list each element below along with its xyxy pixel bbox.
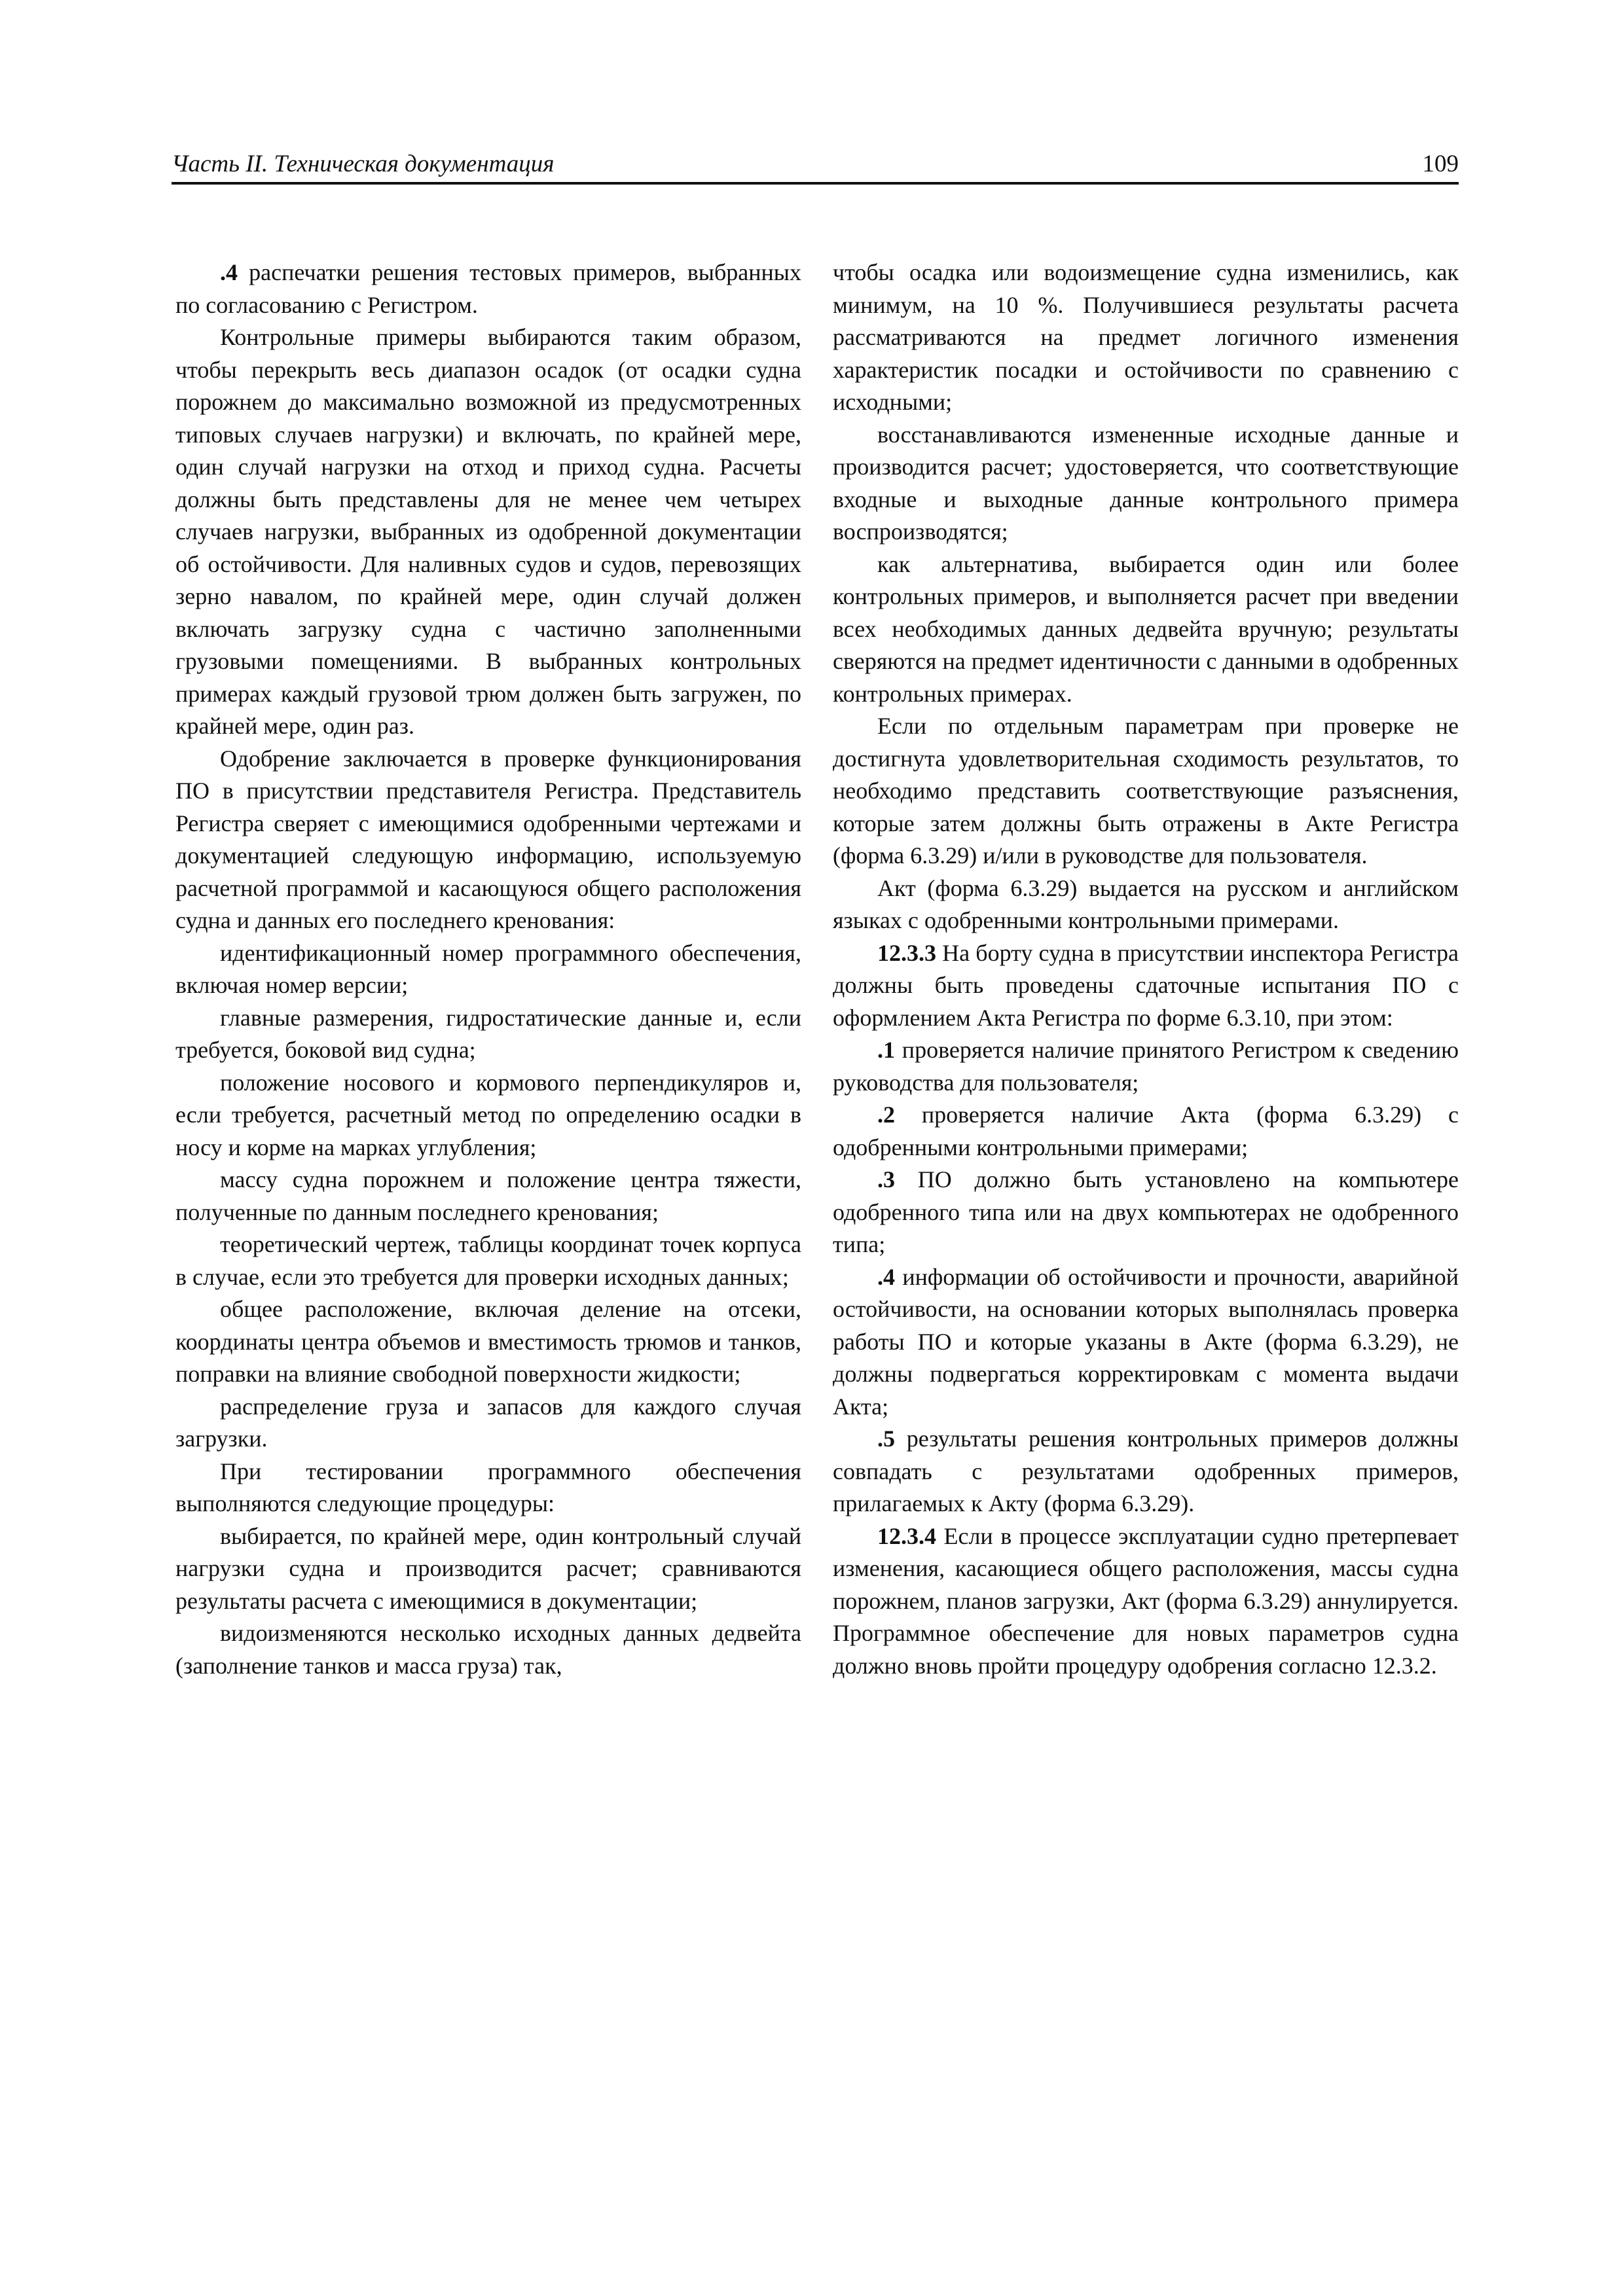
paragraph-text: главные размерения, гидростатические данные и, если требуется, боковой вид судна; [175, 1004, 801, 1063]
paragraph [833, 548, 1459, 711]
running-header [172, 145, 1459, 185]
paragraph [175, 1520, 801, 1618]
paragraph [175, 321, 801, 743]
paragraph [175, 1164, 801, 1229]
paragraph-number: .1 [877, 1037, 895, 1063]
paragraph-text: При тестировании программного обеспечения выполняются следующие процедуры: [175, 1458, 801, 1516]
paragraph-number: 12.3.3 [877, 939, 936, 966]
paragraph-text: Контрольные примеры выбираются таким образом, чтобы перекрыть весь диапазон осадок (от осадки судна порожнем до максимально возможной из предусмотренных типовых случаев нагрузки) и включать, по крайней мере, один случай нагрузки на отход и приход судна. Расчеты должны быть представлены для не менее чем четырех случаев нагрузки, выбранных из одобренной документации об остойчивости. Для наливных судов и судов, перевозящих зерно навалом, по крайней мере, один случай должен включать загрузку судна с частично заполненными грузовыми помещениями. В выбранных контрольных примерах каждый грузовой трюм должен быть загружен, по крайней мере, один раз. [175, 324, 801, 739]
paragraph-text: Если по отдельным параметрам при проверке не достигнута удовлетворительная сходимость результатов, то необходимо представить соответствующие разъяснения, которые затем должны быть отражены в Акте Регистра (форма 6.3.29) и/или в руководстве для пользователя. [833, 713, 1459, 869]
paragraph [833, 257, 1459, 419]
paragraph [833, 1423, 1459, 1520]
paragraph [175, 257, 801, 321]
paragraph-text: Одобрение заключается в проверке функционирования ПО в присутствии представителя Регистра. Представитель Регистра сверяет с имеющимися одобренными чертежами и документацией следующую информацию, используемую расчетной программой и касающуюся общего расположения судна и данных его последнего кренования: [175, 745, 801, 933]
paragraph-text: проверяется наличие принятого Регистром к сведению руководства для пользователя; [833, 1037, 1459, 1096]
paragraph [833, 1164, 1459, 1261]
paragraph-text: теоретический чертеж, таблицы координат точек корпуса в случае, если это требуется для проверки исходных данных; [175, 1231, 801, 1290]
paragraph-text: выбирается, по крайней мере, один контрольный случай нагрузки судна и производится расчет; сравниваются результаты расчета с имеющимися в документации; [175, 1522, 801, 1614]
paragraph-text: Акт (форма 6.3.29) выдается на русском и английском языках с одобренными контрольными примерами. [833, 874, 1459, 933]
paragraph-text: массу судна порожнем и положение центра тяжести, полученные по данным последнего кренования; [175, 1166, 801, 1225]
paragraph-text: как альтернатива, выбирается один или более контрольных примеров, и выполняется расчет при введении всех необходимых данных дедвейта вручную; результаты сверяются на предмет идентичности с данными в одобренных контрольных примерах. [833, 550, 1459, 707]
paragraph [833, 419, 1459, 548]
paragraph-text: распечатки решения тестовых примеров, выбранных по согласованию с Регистром. [175, 259, 801, 318]
paragraph [833, 1520, 1459, 1683]
page-number: 109 [1422, 151, 1459, 177]
right-column [833, 257, 1459, 1682]
paragraph-text: распределение груза и запасов для каждого случая загрузки. [175, 1393, 801, 1452]
paragraph [175, 1293, 801, 1391]
paragraph [175, 1617, 801, 1682]
paragraph-number: .4 [877, 1263, 895, 1290]
paragraph-text: общее расположение, включая деление на отсеки, координаты центра объемов и вместимость трюмов и танков, поправки на влияние свободной поверхности жидкости; [175, 1296, 801, 1387]
paragraph-text: Если в процессе эксплуатации судно претерпевает изменения, касающиеся общего расположения, массы судна порожнем, планов загрузки, Акт (форма 6.3.29) аннулируется. Программное обеспечение для новых параметров судна должно вновь пройти процедуру одобрения согласно 12.3.2. [833, 1522, 1459, 1679]
paragraph [833, 710, 1459, 872]
paragraph [175, 1229, 801, 1293]
paragraph-text: положение носового и кормового перпендикуляров и, если требуется, расчетный метод по определению осадки в носу и корме на марках углубления; [175, 1069, 801, 1160]
paragraph-number: .3 [877, 1166, 895, 1193]
paragraph [175, 937, 801, 1002]
paragraph [833, 1099, 1459, 1164]
paragraph [175, 743, 801, 937]
paragraph [833, 1261, 1459, 1424]
paragraph [833, 1034, 1459, 1099]
paragraph-text: чтобы осадка или водоизмещение судна изменились, как минимум, на 10 %. Получившиеся результаты расчета рассматриваются на предмет логичного изменения характеристик посадки и остойчивости по сравнению с исходными; [833, 259, 1459, 415]
paragraph-text: информации об остойчивости и прочности, аварийной остойчивости, на основании которых выполнялась проверка работы ПО и которые указаны в Акте (форма 6.3.29), не должны подвергаться корректировкам с момента выдачи Акта; [833, 1263, 1459, 1420]
paragraph [833, 937, 1459, 1035]
paragraph-text: идентификационный номер программного обеспечения, включая номер версии; [175, 939, 801, 998]
paragraph-number: .2 [877, 1102, 895, 1128]
paragraph [175, 1002, 801, 1067]
paragraph [833, 872, 1459, 937]
paragraph-number: .4 [220, 259, 238, 285]
left-column [175, 257, 801, 1682]
paragraph [175, 1456, 801, 1520]
paragraph-text: На борту судна в присутствии инспектора Регистра должны быть проведены сдаточные испытания ПО с оформлением Акта Регистра по форме 6.3.10, при этом: [833, 939, 1459, 1031]
paragraph-text: восстанавливаются измененные исходные данные и производится расчет; удостоверяется, что соответствующие входные и выходные данные контрольного примера воспроизводятся; [833, 421, 1459, 545]
paragraph [175, 1067, 801, 1164]
paragraph-text: результаты решения контрольных примеров должны совпадать с результатами одобренных примеров, прилагаемых к Акту (форма 6.3.29). [833, 1426, 1459, 1516]
paragraph-text: видоизменяются несколько исходных данных дедвейта (заполнение танков и масса груза) так, [175, 1620, 801, 1679]
paragraph-number: 12.3.4 [877, 1522, 936, 1549]
paragraph-text: проверяется наличие Акта (форма 6.3.29) с одобренными контрольными примерами; [833, 1102, 1459, 1160]
paragraph-number: .5 [877, 1426, 895, 1452]
running-title: Часть II. Техническая документация [172, 151, 555, 177]
paragraph-text: ПО должно быть установлено на компьютере одобренного типа или на двух компьютерах не одобренного типа; [833, 1166, 1459, 1257]
paragraph [175, 1391, 801, 1456]
